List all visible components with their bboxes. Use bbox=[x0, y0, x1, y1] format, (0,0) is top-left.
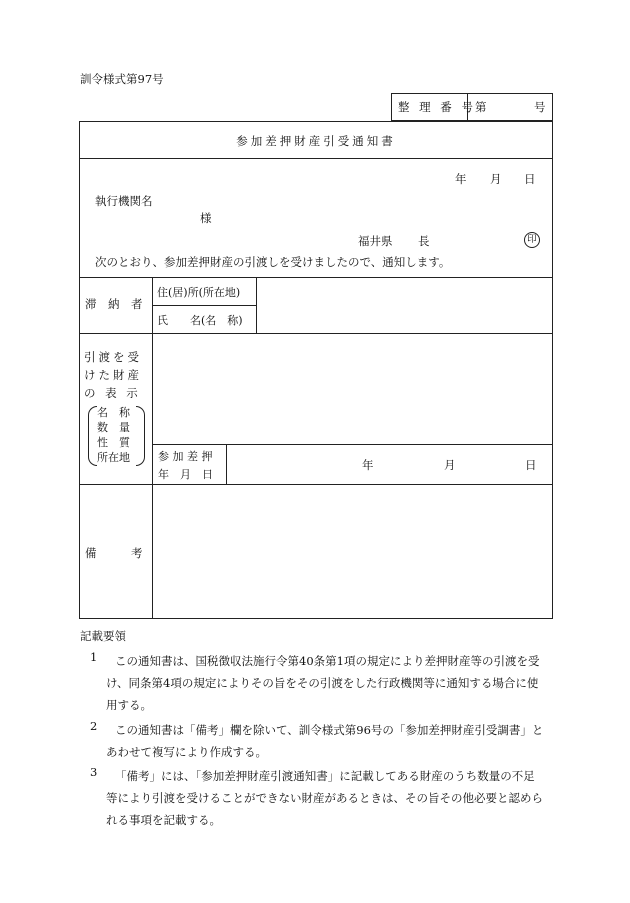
reference-number-dai: 第 bbox=[475, 100, 487, 114]
seizure-day: 日 bbox=[525, 458, 537, 472]
reference-number-go: 号 bbox=[534, 100, 546, 114]
seal-mark: 印 bbox=[524, 232, 540, 248]
intro-sentence: 次のとおり、参加差押財産の引渡しを受けましたので、通知します。 bbox=[95, 255, 451, 269]
reference-number-label: 整 理 番 号 bbox=[398, 100, 476, 114]
seizure-month: 月 bbox=[444, 458, 456, 472]
name-label: 氏 名(名 称) bbox=[157, 314, 243, 327]
seizure-date-input[interactable] bbox=[232, 448, 548, 480]
seizure-year: 年 bbox=[362, 458, 374, 472]
issuer-chief: 長 bbox=[418, 234, 430, 248]
property-label: 引渡を受 けた財産 の 表 示 bbox=[84, 350, 142, 400]
issuer-prefecture: 福井県 bbox=[358, 234, 393, 248]
note-3-text: 「備考」には、「参加差押財産引渡通知書」に記載してある財産のうち数量の不足等により引渡を受けることができない財産があるときは、その旨その他必要と認められる事項を記載する。 bbox=[106, 769, 543, 827]
paren-right bbox=[136, 406, 145, 466]
taxpayer-label: 滞 納 者 bbox=[85, 297, 143, 311]
form-title: 参加差押財産引受通知書 bbox=[236, 134, 396, 148]
address-input[interactable] bbox=[260, 280, 548, 302]
property-input[interactable] bbox=[157, 337, 547, 441]
date-input[interactable] bbox=[400, 167, 540, 187]
date-year: 年 bbox=[455, 172, 467, 186]
property-items: 名 称 数 量 性 質 所在地 bbox=[97, 406, 130, 464]
remarks-label: 備 考 bbox=[85, 546, 143, 560]
note-1-number: 1 bbox=[90, 650, 98, 664]
form-id: 訓令様式第97号 bbox=[80, 72, 164, 86]
seizure-date-label: 参 加 差 押 年 月 日 bbox=[158, 450, 213, 481]
date-day: 日 bbox=[524, 172, 536, 186]
note-2-number: 2 bbox=[90, 719, 98, 733]
addressee-honorific: 様 bbox=[200, 211, 212, 225]
name-input[interactable] bbox=[260, 308, 548, 330]
paren-left bbox=[88, 406, 97, 466]
date-month: 月 bbox=[490, 172, 502, 186]
notes-heading: 記載要領 bbox=[80, 629, 126, 643]
address-label: 住(居)所(所在地) bbox=[157, 286, 241, 299]
addressee-input[interactable] bbox=[170, 190, 370, 210]
note-1-text: この通知書は、国税徴収法施行令第40条第1項の規定により差押財産等の引渡を受け、同条第4項の規定によりその旨をその引渡をした行政機関等に通知する場合に使用する。 bbox=[106, 654, 540, 712]
note-2-text: この通知書は「備考」欄を除いて、訓令様式第96号の「参加差押財産引受調書」とあわせて複写により作成する。 bbox=[106, 723, 544, 759]
note-3-number: 3 bbox=[90, 765, 98, 779]
remarks-input[interactable] bbox=[157, 488, 547, 614]
reference-number-input[interactable] bbox=[488, 97, 528, 117]
addressee-label: 執行機関名 bbox=[95, 194, 153, 208]
